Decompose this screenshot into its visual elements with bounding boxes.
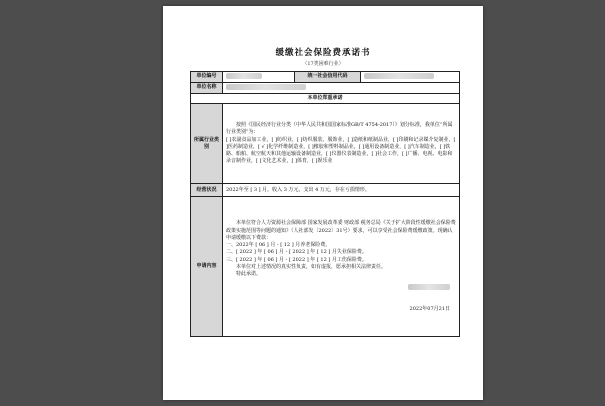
special-text: 特此承诺。	[236, 271, 262, 277]
apply-item-pension: 一、2022年 [ 06 ] 月 - [ 12 ] 月养老保险费。	[226, 242, 331, 248]
promise-text: 本单位对上述情况的真实性负责，如有虚报，愿承担相关法律责任。	[236, 263, 387, 270]
credit-code-value-redacted	[361, 72, 460, 83]
document-title: 缓缴社会保险费承诺书	[275, 48, 371, 58]
operation-text: 2022年至 [ 3 ] 月，收入 3 万元，支出 4 万元，存在亏损情形。	[223, 184, 460, 197]
apply-cell	[223, 197, 460, 337]
apply-text: 本单位符合人力资源社会保障部 国家发展改革委 财政部 税务总局《关于扩大阶段性缓缴社会保险费政策实施范围等问题的通知》（人社部发〔2022〕31号）要求，可以享受社会保险费缓缴政策。现确认申请缓缴以下费款：	[226, 220, 456, 241]
industry-cell	[223, 104, 460, 184]
apply-item-injury: 三、[ 2022 ] 年 [ 06 ] 月 - [ 2022 ] 年 [ 12 ] 月工伤保险费。	[226, 256, 367, 263]
credit-code-label: 统一社会信用代码	[295, 72, 361, 83]
industry-text: 按照《国民经济行业分类（中华人民共和国国家标准GB/T 4754-2017）》划分标准，我单位“所属行业类别”为：	[226, 122, 453, 136]
unit-code-value-redacted	[223, 72, 295, 83]
industry-label: 所属行业类别	[191, 104, 223, 184]
unit-code-label: 单位编号	[191, 72, 223, 83]
document-date: 2022年07月21日	[409, 306, 450, 312]
apply-label: 申请内容	[191, 197, 223, 337]
document-page	[163, 6, 483, 400]
apply-item-unemployment: 二、[ 2022 ] 年 [ 06 ] 月 - [ 2022 ] 年 [ 12 ] 月失业保险费。	[226, 249, 367, 256]
unit-name-value-redacted	[223, 83, 460, 94]
unit-name-label: 单位名称	[191, 83, 223, 94]
section-title: 本单位郑重承诺	[191, 94, 460, 104]
signature-redacted	[226, 284, 456, 292]
operation-label: 经营状况	[191, 184, 223, 197]
document-subtitle: （17类困难行业）	[302, 61, 344, 67]
industry-options: [ ]农副食品加工业，[ ]纺织业，[ ]纺织服装、服饰业，[ ]造纸和纸制品业，[ ]印刷和记录媒介复制业，[ ]医药制造业，[ √ ]化学纤维制造业，[ ]橡胶和塑料制品业，[ ]通用设备制造业，[ ]汽车制造业，[ ]铁路、船舶、航空航天和其他运输设备制造业，[ ]仪器仪表制造业，[ ]社会工作，[ ]广播、电视、电影和录音制作业，[ ]文化艺术业，[ ]体育，[ ]娱乐业	[226, 136, 456, 165]
commitment-form-table	[190, 71, 460, 337]
